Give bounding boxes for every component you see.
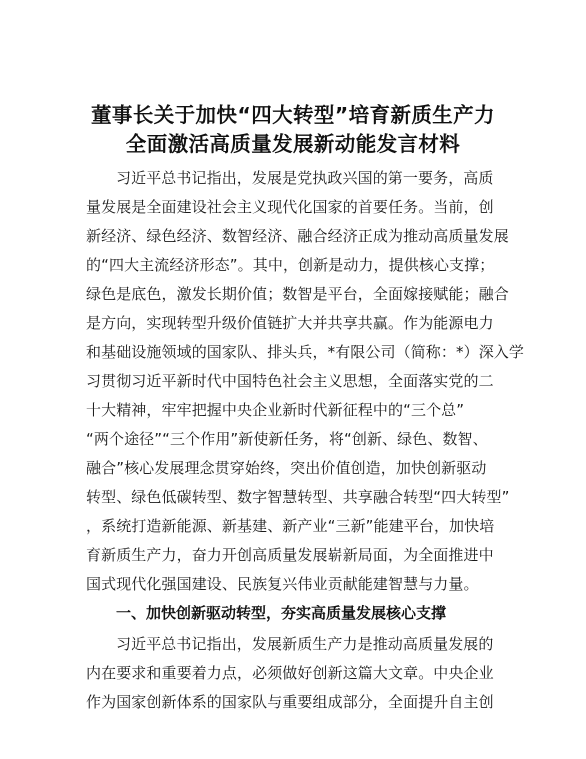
document-title-line-1: 董事长关于加快“四大转型”培育新质生产力 [91,103,495,127]
section-heading-1: 一、加快创新驱动转型，夯实高质量发展核心支撑 [116,604,447,622]
paragraph-1-line: 是方向，实现转型升级价值链扩大并共享共赢。作为能源电力 [86,314,494,332]
paragraph-1-line: 育新质生产力，奋力开创高质量发展崭新局面，为全面推进中 [86,546,494,564]
paragraph-1-line: 转型、绿色低碳转型、数字智慧转型、共享融合转型“四大转型” [86,488,510,506]
paragraph-1-line: 和基础设施领域的国家队、排头兵，*有限公司（简称：*）深入学 [86,343,525,361]
paragraph-2-line: 习近平总书记指出，发展新质生产力是推动高质量发展的 [116,635,494,653]
paragraph-1-line: 习贯彻习近平新时代中国特色社会主义思想，全面落实党的二 [86,372,494,390]
paragraph-1-line: 习近平总书记指出，发展是党执政兴国的第一要务，高质 [116,169,494,187]
paragraph-1-line: “两个途径”“三个作用”新使新任务，将“创新、绿色、数智、 [86,430,488,448]
paragraph-1-line: ，系统打造新能源、新基建、新产业“三新”能建平台，加快培 [86,517,495,535]
paragraph-1-line: 新经济、绿色经济、数智经济、融合经济正成为推动高质量发展 [86,227,509,245]
paragraph-1-line: 融合”核心发展理念贯穿始终，突出价值创造，加快创新驱动 [86,459,487,477]
paragraph-2-line: 内在要求和重要着力点，必须做好创新这篇大文章。中央企业 [86,664,494,682]
paragraph-1-line: 的“四大主流经济形态”。其中，创新是动力，提供核心支撑； [86,256,495,274]
paragraph-1-line: 国式现代化强国建设、民族复兴伟业贡献能建智慧与力量。 [86,575,479,593]
document-title-line-2: 全面激活高质量发展新动能发言材料 [125,132,461,156]
paragraph-2-line: 作为国家创新体系的国家队与重要组成部分，全面提升自主创 [86,693,494,711]
paragraph-1-line: 量发展是全面建设社会主义现代化国家的首要任务。当前，创 [86,198,494,216]
paragraph-1-line: 绿色是底色，激发长期价值；数智是平台，全面嫁接赋能；融合 [86,285,509,303]
paragraph-1-line: 十大精神，牢牢把握中央企业新时代新征程中的“三个总” [86,401,465,419]
